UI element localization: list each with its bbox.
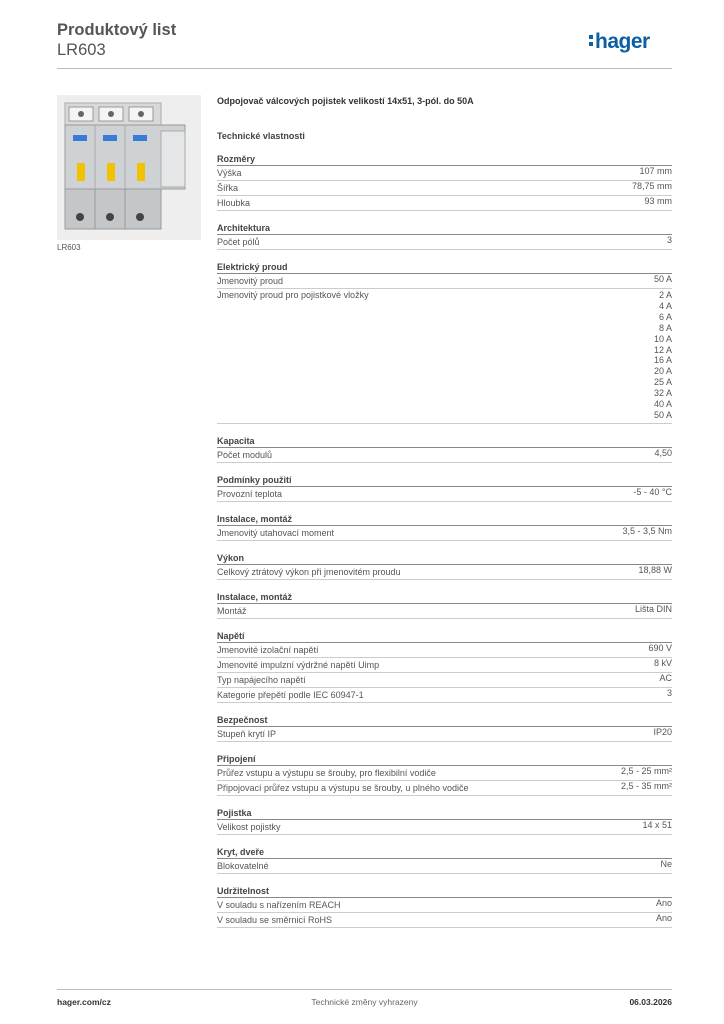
spec-row (217, 235, 672, 250)
spec-value: 690 V (648, 642, 672, 653)
spec-label: Celkový ztrátový výkon při jmenovitém proudu (217, 566, 401, 577)
spec-value: 12 A (653, 344, 672, 355)
hager-logo (588, 27, 672, 55)
spec-value: 4,50 (654, 447, 672, 458)
spec-label: Připojovací průřez vstupu a výstupu se šrouby, u plného vodiče (217, 782, 469, 793)
spec-values (638, 565, 672, 579)
spec-values (648, 643, 672, 657)
section-title: Napětí (217, 630, 672, 643)
svg-text:hager: hager (595, 30, 650, 53)
section-title: Podmínky použití (217, 474, 672, 487)
spec-values (654, 290, 672, 421)
spec-row (217, 727, 672, 742)
spec-label: V souladu s nařízením REACH (217, 899, 341, 910)
section-title: Pojistka (217, 807, 672, 820)
spec-value: 93 mm (644, 196, 672, 206)
spec-row (217, 673, 672, 688)
section-title: Bezpečnost (217, 714, 672, 727)
image-caption: LR603 (57, 243, 81, 252)
footer-divider (57, 989, 672, 990)
spec-section (217, 807, 672, 835)
spec-value: IP20 (653, 726, 672, 737)
spec-label: Jmenovité impulzní výdržné napětí Uimp (217, 659, 380, 670)
section-title: Připojení (217, 753, 672, 766)
section-title: Architektura (217, 222, 672, 235)
spec-label: Montáž (217, 605, 247, 616)
spec-section (217, 513, 672, 541)
section-title: Udržitelnost (217, 885, 672, 898)
spec-value: 6 A (658, 311, 672, 322)
spec-label: Blokovatelné (217, 860, 269, 871)
page-title: Produktový list (57, 21, 177, 39)
tech-title: Technické vlastnosti (217, 131, 305, 141)
section-title: Výkon (217, 552, 672, 565)
footer-date: 06.03.2026 (629, 997, 672, 1007)
spec-row (217, 289, 672, 424)
spec-value: 10 A (653, 333, 672, 344)
spec-label: Jmenovité izolační napětí (217, 644, 319, 655)
spec-values (642, 820, 672, 834)
spec-row (217, 913, 672, 928)
spec-section (217, 261, 672, 424)
spec-value: Ano (655, 912, 672, 923)
spec-values (656, 898, 672, 912)
spec-label: Šířka (217, 183, 239, 193)
spec-section (217, 885, 672, 928)
spec-label: Provozní teplota (217, 488, 283, 499)
spec-value: 3,5 - 3,5 Nm (622, 525, 672, 536)
spec-value: 2 A (658, 290, 672, 300)
fuse-disconnector-3-pole-image (57, 95, 201, 240)
spec-label: Jmenovitý proud (217, 276, 284, 286)
spec-values (621, 766, 672, 780)
spec-value: 50 A (653, 274, 672, 284)
spec-section (217, 153, 672, 211)
spec-value: 14 x 51 (642, 819, 672, 830)
section-title: Instalace, montáž (217, 513, 672, 526)
spec-values (635, 604, 672, 618)
spec-values (632, 181, 672, 195)
spec-sections (217, 153, 672, 928)
spec-values (654, 448, 672, 462)
spec-value: 3 (666, 687, 672, 698)
spec-row (217, 766, 672, 781)
spec-label: Průřez vstupu a výstupu se šrouby, pro flexibilní vodiče (217, 767, 436, 778)
spec-row (217, 565, 672, 580)
spec-values (644, 196, 672, 210)
spec-value: 8 kV (653, 657, 672, 668)
spec-values (659, 673, 672, 687)
footer-disclaimer: Technické změny vyhrazeny (311, 997, 418, 1007)
spec-value: 32 A (653, 388, 672, 399)
product-code: LR603 (57, 41, 106, 59)
spec-value: -5 - 40 °C (633, 486, 672, 497)
spec-row (217, 820, 672, 835)
spec-row (217, 781, 672, 796)
spec-section (217, 222, 672, 250)
spec-value: Lišta DIN (634, 603, 672, 614)
spec-row (217, 526, 672, 541)
section-title: Kryt, dveře (217, 846, 672, 859)
spec-label: Hloubka (217, 198, 251, 208)
spec-row (217, 274, 672, 289)
spec-row (217, 658, 672, 673)
spec-values (667, 235, 672, 249)
spec-label: Kategorie přepětí podle IEC 60947-1 (217, 689, 364, 700)
spec-value: 4 A (658, 300, 672, 311)
spec-section (217, 474, 672, 502)
spec-value: 16 A (653, 355, 672, 366)
spec-row (217, 898, 672, 913)
spec-row (217, 181, 672, 196)
spec-value: 78,75 mm (631, 181, 672, 191)
spec-values (653, 727, 672, 741)
spec-label: V souladu se směrnicí RoHS (217, 914, 333, 925)
spec-values (654, 274, 672, 288)
spec-section (217, 714, 672, 742)
spec-value: 18,88 W (638, 564, 672, 575)
spec-value: 50 A (653, 409, 672, 420)
spec-section (217, 552, 672, 580)
spec-row (217, 604, 672, 619)
header-divider (57, 68, 672, 69)
spec-row (217, 487, 672, 502)
spec-values (633, 487, 672, 501)
spec-values (654, 658, 672, 672)
section-title: Instalace, montáž (217, 591, 672, 604)
spec-row (217, 196, 672, 211)
spec-label: Výška (217, 168, 242, 178)
spec-row (217, 448, 672, 463)
document-header (57, 20, 672, 66)
spec-values (622, 526, 672, 540)
spec-label: Počet modulů (217, 449, 273, 460)
spec-label: Jmenovitý proud pro pojistkové vložky (217, 290, 369, 300)
spec-value: 25 A (653, 377, 672, 388)
spec-row (217, 643, 672, 658)
spec-value: AC (659, 672, 672, 683)
spec-label: Velikost pojistky (217, 821, 281, 832)
spec-section (217, 753, 672, 796)
spec-value: 20 A (653, 366, 672, 377)
spec-label: Typ napájecího napětí (217, 674, 306, 685)
footer-website: hager.com/cz (57, 997, 111, 1007)
spec-value: 40 A (653, 399, 672, 410)
spec-row (217, 859, 672, 874)
spec-values (660, 859, 672, 873)
spec-value: 2,5 - 35 mm² (620, 780, 672, 791)
section-title: Elektrický proud (217, 261, 672, 274)
spec-values (667, 688, 672, 702)
spec-value: 8 A (658, 322, 672, 333)
spec-value: 3 (666, 235, 672, 245)
spec-row (217, 688, 672, 703)
spec-label: Počet pólů (217, 237, 260, 247)
spec-content (217, 94, 672, 928)
spec-value: 2,5 - 25 mm² (620, 765, 672, 776)
section-title: Rozměry (217, 153, 672, 166)
spec-values (656, 913, 672, 927)
spec-section (217, 630, 672, 703)
spec-section (217, 435, 672, 463)
product-description: Odpojovač válcových pojistek velikostí 14x51, 3-pól. do 50A (217, 96, 474, 106)
spec-label: Stupeň krytí IP (217, 728, 277, 739)
spec-value: Ano (655, 897, 672, 908)
spec-value: 107 mm (639, 166, 672, 176)
section-title: Kapacita (217, 435, 672, 448)
spec-label: Jmenovitý utahovací moment (217, 527, 335, 538)
spec-section (217, 591, 672, 619)
spec-value: Ne (660, 858, 672, 869)
spec-values (639, 166, 672, 180)
spec-row (217, 166, 672, 181)
spec-section (217, 846, 672, 874)
spec-values (621, 781, 672, 795)
